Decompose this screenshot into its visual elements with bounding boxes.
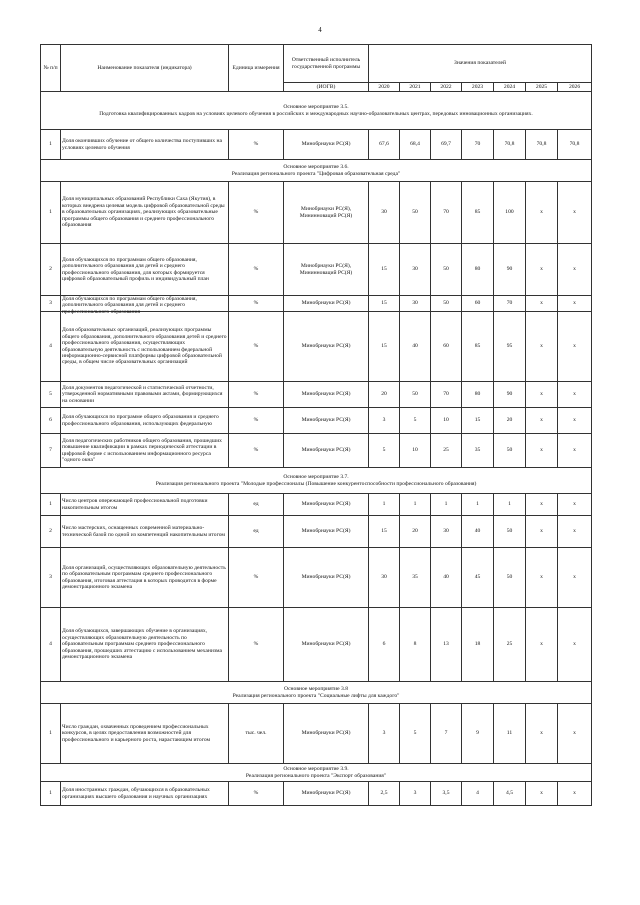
- value-cell: 10: [400, 434, 431, 468]
- value-cell: 30: [369, 548, 400, 608]
- indicator-text: Доля муниципальных образований Республики Саха (Якутия), в которых внедрена целевая модель цифровой образовательной среды в образовательных организациях, реализующих образовательные программы общего образования и среднего профессионального образования: [62, 196, 225, 229]
- value-cell: 1: [400, 494, 431, 516]
- unit-cell: %: [229, 382, 284, 408]
- table-row: [41, 516, 592, 548]
- header-executor: Ответственный исполнитель государственной программы: [284, 45, 369, 83]
- unit-cell: %: [229, 130, 284, 160]
- unit-cell: ед: [229, 516, 284, 548]
- indicator-name: [61, 382, 229, 408]
- value-cell: 5: [400, 704, 431, 764]
- value-cell: 1: [462, 494, 494, 516]
- value-cell: 60: [431, 312, 462, 382]
- value-cell: x: [558, 516, 592, 548]
- value-cell: 7: [431, 704, 462, 764]
- executor-cell: Минобрнауки РС(Я), Мининноваций РС(Я): [284, 244, 369, 296]
- value-cell: 15: [369, 296, 400, 312]
- value-cell: x: [558, 408, 592, 434]
- value-cell: 20: [400, 516, 431, 548]
- indicator-name: [61, 782, 229, 806]
- table-row: [41, 608, 592, 682]
- value-cell: x: [526, 434, 558, 468]
- unit-cell: %: [229, 244, 284, 296]
- value-cell: 70: [494, 296, 526, 312]
- value-cell: 50: [494, 434, 526, 468]
- value-cell: x: [558, 244, 592, 296]
- value-cell: 5: [369, 434, 400, 468]
- header-name: Наименование показателя (индикатора): [61, 45, 229, 92]
- value-cell: 10: [431, 408, 462, 434]
- value-cell: 40: [462, 516, 494, 548]
- table-row: [41, 382, 592, 408]
- unit-cell: ед: [229, 494, 284, 516]
- value-cell: 69,7: [431, 130, 462, 160]
- value-cell: 30: [400, 244, 431, 296]
- executor-cell: Минобрнауки РС(Я): [284, 494, 369, 516]
- table-row: [41, 244, 592, 296]
- executor-cell: Минобрнауки РС(Я): [284, 548, 369, 608]
- table-row: [41, 782, 592, 806]
- value-cell: 4: [462, 782, 494, 806]
- executor-cell: Минобрнауки РС(Я): [284, 382, 369, 408]
- unit-cell: %: [229, 434, 284, 468]
- row-number: 2: [41, 244, 61, 296]
- indicator-name: [61, 434, 229, 468]
- value-cell: 25: [431, 434, 462, 468]
- executor-cell: Минобрнауки РС(Я), Мининноваций РС(Я): [284, 182, 369, 244]
- value-cell: 3,5: [431, 782, 462, 806]
- section-header: [41, 682, 592, 704]
- section-title: [41, 764, 592, 782]
- unit-cell: %: [229, 782, 284, 806]
- value-cell: 6: [369, 608, 400, 682]
- row-number: 5: [41, 382, 61, 408]
- indicator-text: Доля обучающихся по программам общего образования, дополнительного образования для детей и среднего профессионального образования, для которых формируется цифровой образовательный профиль и индивидуальный план: [62, 256, 209, 282]
- row-number: 1: [41, 182, 61, 244]
- section-event-description: Реализация регионального проекта "Социальные лифты для каждого": [232, 692, 400, 699]
- value-cell: 1: [431, 494, 462, 516]
- value-cell: 100: [494, 182, 526, 244]
- section-title: [41, 468, 592, 494]
- executor-cell: Минобрнауки РС(Я): [284, 516, 369, 548]
- value-cell: 13: [431, 608, 462, 682]
- row-number: 4: [41, 312, 61, 382]
- value-cell: 3: [400, 782, 431, 806]
- value-cell: 70: [431, 182, 462, 244]
- page-number: 4: [318, 26, 322, 34]
- value-cell: 40: [400, 312, 431, 382]
- row-number: 1: [41, 782, 61, 806]
- indicators-table: [40, 44, 592, 806]
- section-event-label: Основное мероприятие 3.8: [284, 686, 349, 693]
- indicator-name: [61, 130, 229, 160]
- value-cell: x: [526, 494, 558, 516]
- unit-cell: %: [229, 182, 284, 244]
- section-title: [41, 682, 592, 704]
- section-header: [41, 92, 592, 130]
- section-event-description: Реализация регионального проекта "Молодые профессионалы (Повышение конкурентоспособности профессионального образования): [155, 480, 477, 487]
- section-header: [41, 468, 592, 494]
- value-cell: 70,8: [558, 130, 592, 160]
- indicator-name: [61, 608, 229, 682]
- section-event-label: Основное мероприятие 3.6.: [283, 164, 349, 171]
- unit-cell: %: [229, 408, 284, 434]
- header-year: 2023: [462, 83, 494, 92]
- header-year: 2026: [558, 83, 592, 92]
- value-cell: x: [558, 704, 592, 764]
- value-cell: 85: [462, 182, 494, 244]
- header-unit: Единица измерения: [229, 45, 284, 92]
- indicator-name: [61, 516, 229, 548]
- header-year: 2022: [431, 83, 462, 92]
- value-cell: 2,5: [369, 782, 400, 806]
- table-row: [41, 548, 592, 608]
- header-values: Значения показателей: [369, 45, 592, 83]
- row-number: 4: [41, 608, 61, 682]
- value-cell: 1: [369, 494, 400, 516]
- row-number: 1: [41, 704, 61, 764]
- value-cell: 40: [431, 548, 462, 608]
- row-number: 2: [41, 516, 61, 548]
- executor-cell: Минобрнауки РС(Я): [284, 408, 369, 434]
- unit-cell: %: [229, 312, 284, 382]
- indicator-text: Доля организаций, осуществляющих образовательную деятельность по образовательным программам среднего профессионального образования, итоговая аттестация в которых проводится в форме демонстрационного экзамена: [62, 564, 226, 590]
- value-cell: x: [558, 382, 592, 408]
- value-cell: 80: [462, 244, 494, 296]
- value-cell: 5: [400, 408, 431, 434]
- header-no: № п/п: [41, 45, 61, 92]
- indicator-name: [61, 548, 229, 608]
- value-cell: 3: [369, 704, 400, 764]
- value-cell: 18: [462, 608, 494, 682]
- value-cell: x: [558, 494, 592, 516]
- indicator-text: Доля образовательных организаций, реализующих программы общего образования, дополнительного образования детей и среднего профессионального образования, осуществляющих образовательную деятельность с использованием федеральной информационно-сервисной платформы цифровой образовательной среды, в общем числе образовательных организаций: [62, 327, 227, 366]
- value-cell: 95: [494, 312, 526, 382]
- header-executor-code: (ИОГВ): [284, 83, 369, 92]
- indicator-text: Доля окончивших обучение от общего количества поступивших на условиях целевого обучения: [62, 138, 222, 151]
- table-row: [41, 296, 592, 312]
- executor-cell: Минобрнауки РС(Я): [284, 312, 369, 382]
- value-cell: 20: [494, 408, 526, 434]
- value-cell: 35: [400, 548, 431, 608]
- value-cell: x: [526, 244, 558, 296]
- value-cell: 11: [494, 704, 526, 764]
- value-cell: 4,5: [494, 782, 526, 806]
- table-body: [41, 92, 592, 806]
- indicator-name: [61, 704, 229, 764]
- value-cell: 70: [431, 382, 462, 408]
- value-cell: x: [526, 704, 558, 764]
- value-cell: 15: [369, 516, 400, 548]
- section-title: [41, 92, 592, 130]
- indicator-text: Доля обучающихся по программам общего образования, дополнительного образования для детей и среднего профессионального образования: [62, 296, 197, 315]
- unit-cell: %: [229, 548, 284, 608]
- value-cell: 90: [494, 244, 526, 296]
- value-cell: 60: [462, 296, 494, 312]
- value-cell: 15: [369, 312, 400, 382]
- value-cell: 90: [494, 382, 526, 408]
- section-event-description: Реализация регионального проекта "Экспорт образования": [245, 772, 387, 779]
- value-cell: 50: [431, 244, 462, 296]
- table-row: [41, 182, 592, 244]
- executor-cell: Минобрнауки РС(Я): [284, 130, 369, 160]
- value-cell: 70: [462, 130, 494, 160]
- indicator-text: Доля обучающихся по программе общего образования и среднего профессионального образования, использующих федеральную: [62, 414, 219, 427]
- value-cell: x: [526, 182, 558, 244]
- value-cell: 15: [462, 408, 494, 434]
- section-event-label: Основное мероприятие 3.5.: [283, 104, 349, 111]
- table-row: [41, 494, 592, 516]
- table-row: [41, 704, 592, 764]
- value-cell: x: [558, 434, 592, 468]
- unit-cell: тыс. чел.: [229, 704, 284, 764]
- executor-cell: Минобрнауки РС(Я): [284, 296, 369, 312]
- value-cell: 25: [494, 608, 526, 682]
- value-cell: x: [526, 296, 558, 312]
- value-cell: 85: [462, 312, 494, 382]
- value-cell: 1: [494, 494, 526, 516]
- executor-cell: Минобрнауки РС(Я): [284, 434, 369, 468]
- indicator-text: Число центров опережающей профессиональной подготовки накопительным итогом: [62, 498, 208, 511]
- table-row: [41, 130, 592, 160]
- indicator-name: [61, 296, 229, 315]
- value-cell: x: [558, 548, 592, 608]
- value-cell: x: [526, 782, 558, 806]
- value-cell: x: [558, 312, 592, 382]
- value-cell: x: [526, 548, 558, 608]
- value-cell: 50: [431, 296, 462, 312]
- value-cell: 20: [369, 382, 400, 408]
- row-number: 3: [41, 296, 61, 312]
- value-cell: 30: [431, 516, 462, 548]
- value-cell: x: [558, 782, 592, 806]
- section-event-description: Подготовка квалифицированных кадров на условиях целевого обучения в российских и международных научно-образовательных центрах, передовых инновационных организациях.: [99, 110, 533, 117]
- header-year: 2020: [369, 83, 400, 92]
- value-cell: 35: [462, 434, 494, 468]
- section-event-label: Основное мероприятие 3.9.: [283, 766, 349, 773]
- value-cell: x: [526, 608, 558, 682]
- value-cell: x: [558, 182, 592, 244]
- header-year: 2025: [526, 83, 558, 92]
- unit-cell: %: [229, 296, 284, 312]
- section-header: [41, 160, 592, 182]
- value-cell: 3: [369, 408, 400, 434]
- value-cell: 67,6: [369, 130, 400, 160]
- executor-cell: Минобрнауки РС(Я): [284, 704, 369, 764]
- value-cell: 8: [400, 608, 431, 682]
- indicator-text: Число мастерских, оснащенных современной материально-технической базой по одной из компетенций накопительным итогом: [62, 525, 225, 538]
- row-number: 6: [41, 408, 61, 434]
- indicator-name: [61, 182, 229, 244]
- indicator-text: Доля иностранных граждан, обучающихся в образовательных организациях высшего образования и научных организациях: [62, 787, 210, 800]
- value-cell: 50: [400, 382, 431, 408]
- executor-cell: Минобрнауки РС(Я): [284, 608, 369, 682]
- value-cell: x: [526, 312, 558, 382]
- row-number: 7: [41, 434, 61, 468]
- section-event-description: Реализация регионального проекта "Цифровая образовательная среда": [231, 170, 401, 177]
- value-cell: 45: [462, 548, 494, 608]
- table-row: [41, 408, 592, 434]
- indicator-name: [61, 494, 229, 516]
- value-cell: 50: [494, 516, 526, 548]
- section-event-label: Основное мероприятие 3.7.: [283, 474, 349, 481]
- value-cell: 30: [369, 182, 400, 244]
- section-header: [41, 764, 592, 782]
- table-row: [41, 312, 592, 382]
- value-cell: 30: [400, 296, 431, 312]
- indicator-text: Доля документов педагогической и статистической отчетности, утвержденной нормативными правовыми актами, формирующихся на основании: [62, 384, 223, 404]
- value-cell: 50: [400, 182, 431, 244]
- unit-cell: %: [229, 608, 284, 682]
- row-number: 3: [41, 548, 61, 608]
- table-row: [41, 434, 592, 468]
- value-cell: x: [526, 382, 558, 408]
- indicator-text: Доля педагогических работников общего образования, прошедших повышение квалификации в рамках периодической аттестации в цифровой форме с использованием информационного ресурса "одного окна": [62, 437, 222, 463]
- section-title: [41, 160, 592, 182]
- value-cell: 70,8: [494, 130, 526, 160]
- row-number: 1: [41, 130, 61, 160]
- value-cell: 50: [494, 548, 526, 608]
- indicator-text: Число граждан, охваченных проведением профессиональных конкурсов, в целях предоставления возможностей для профессионального и карьерного роста, нарастающим итогом: [62, 723, 211, 743]
- value-cell: 9: [462, 704, 494, 764]
- row-number: 1: [41, 494, 61, 516]
- value-cell: 15: [369, 244, 400, 296]
- header-year: 2021: [400, 83, 431, 92]
- value-cell: x: [526, 408, 558, 434]
- indicator-name: [61, 408, 229, 434]
- header-year: 2024: [494, 83, 526, 92]
- value-cell: x: [526, 516, 558, 548]
- executor-cell: Минобрнауки РС(Я): [284, 782, 369, 806]
- indicator-text: Доля обучающихся, завершающих обучение в организациях, осуществляющих образовательную деятельность по образовательным программам среднего профессионального образования, прошедших аттестацию с использованием механизма демонстрационного экзамена: [62, 628, 222, 661]
- value-cell: 70,8: [526, 130, 558, 160]
- indicator-name: [61, 244, 229, 296]
- indicator-name: [61, 312, 229, 382]
- value-cell: 80: [462, 382, 494, 408]
- value-cell: 68,4: [400, 130, 431, 160]
- value-cell: x: [558, 608, 592, 682]
- value-cell: x: [558, 296, 592, 312]
